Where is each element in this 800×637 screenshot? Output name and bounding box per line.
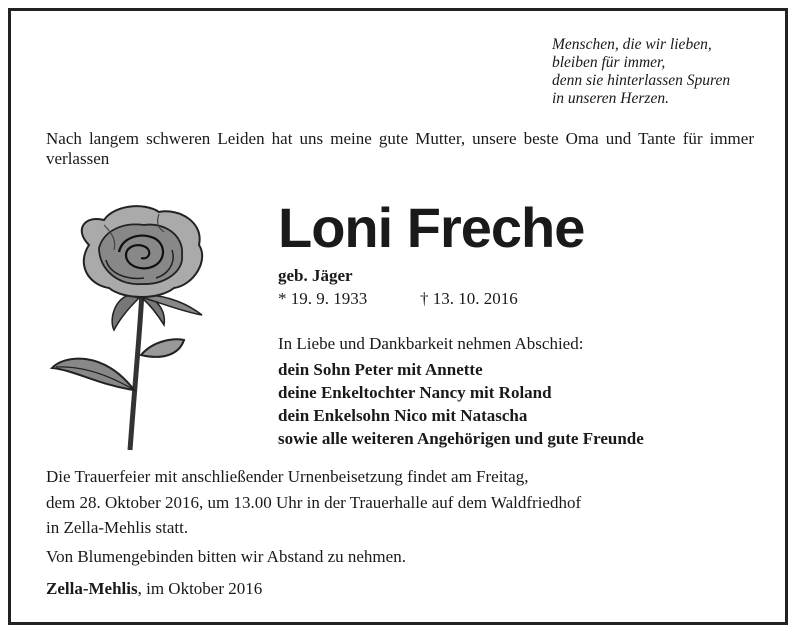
service-line: Die Trauerfeier mit anschließender Urnenbeisetzung findet am Freitag,: [46, 467, 529, 486]
notice-date: , im Oktober 2016: [137, 579, 263, 598]
flowers-note: Von Blumengebinden bitten wir Abstand zu nehmen.: [46, 547, 406, 566]
memorial-poem: [552, 36, 730, 108]
rose-illustration: [44, 200, 214, 455]
mourner-line: dein Sohn Peter mit Annette: [278, 360, 483, 379]
death-date: † 13. 10. 2016: [420, 289, 518, 308]
town: Zella-Mehlis: [46, 579, 138, 598]
mourners-list: [278, 358, 644, 450]
mourner-line: deine Enkeltochter Nancy mit Roland: [278, 383, 552, 402]
service-line: in Zella-Mehlis statt.: [46, 518, 189, 537]
deceased-name: Loni Freche: [278, 196, 585, 259]
mourner-line: dein Enkelsohn Nico mit Natascha: [278, 406, 528, 425]
poem-line: bleiben für immer,: [552, 54, 666, 71]
poem-line: Menschen, die wir lieben,: [552, 36, 712, 53]
poem-line: in unseren Herzen.: [552, 90, 669, 107]
place-and-date: [46, 579, 262, 599]
funeral-service-info: [46, 464, 581, 541]
birth-date: * 19. 9. 1933: [278, 289, 368, 308]
mourner-line: sowie alle weiteren Angehörigen und gute Freunde: [278, 429, 644, 448]
farewell-line: In Liebe und Dankbarkeit nehmen Abschied:: [278, 334, 584, 353]
intro-text: Nach langem schweren Leiden hat uns meine gute Mutter, unsere beste Oma und Tante für immer verlassen: [46, 129, 754, 168]
service-line: dem 28. Oktober 2016, um 13.00 Uhr in der Trauerhalle auf dem Waldfriedhof: [46, 492, 582, 512]
poem-line: denn sie hinterlassen Spuren: [552, 72, 731, 89]
maiden-name: geb. Jäger: [278, 266, 353, 285]
life-dates: [278, 289, 518, 309]
